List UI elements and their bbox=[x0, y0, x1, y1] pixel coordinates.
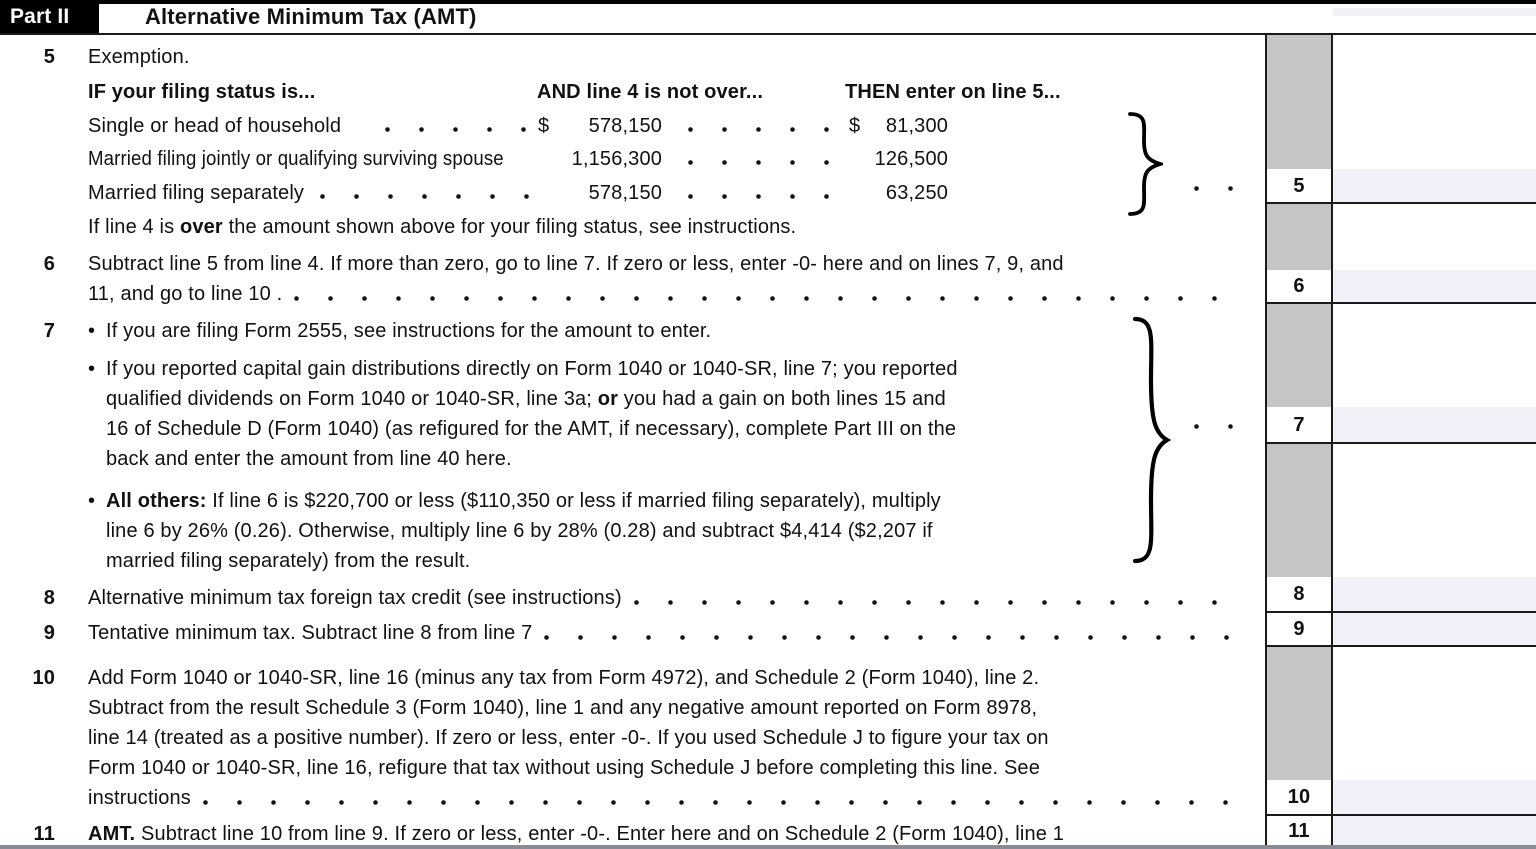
line11-text: AMT. Subtract line 10 from line 9. If zero or less, enter -0-. Enter here and on Schedule 2 (Form 1040), line 1 bbox=[88, 823, 1065, 845]
row9-bottom-line bbox=[1265, 645, 1536, 647]
bullet-icon: • bbox=[88, 358, 96, 380]
line7-bullet1-text: If you are filing Form 2555, see instructions for the amount to enter. bbox=[106, 320, 712, 342]
line11-amount-field[interactable] bbox=[1333, 816, 1536, 845]
line6-text-2: 11, and go to line 10 . bbox=[88, 282, 1243, 306]
table-row-limit: 578,150 bbox=[588, 182, 662, 204]
line7-bullet2-text-4: back and enter the amount from line 40 here. bbox=[106, 448, 512, 470]
line5-box-number: 5 bbox=[1293, 174, 1305, 197]
row7-bottom-line bbox=[1265, 442, 1536, 444]
line10-text-4: Form 1040 or 1040-SR, line 16, refigure that tax without using Schedule J before completing this line. See bbox=[88, 757, 1040, 779]
table-header-col2: AND line 4 is not over... bbox=[537, 81, 764, 103]
line8-box bbox=[1267, 577, 1331, 611]
table-header-col3: THEN enter on line 5... bbox=[845, 81, 1061, 103]
line9-number: 9 bbox=[43, 622, 55, 644]
dot-leader bbox=[688, 194, 838, 199]
line8-box-number: 8 bbox=[1293, 583, 1305, 605]
line9-text: Tentative minimum tax. Subtract line 8 from line 7 bbox=[88, 621, 1243, 645]
line9-amount-field[interactable] bbox=[1333, 613, 1536, 645]
grid-vline-left bbox=[1265, 33, 1267, 845]
dot-leader bbox=[1194, 186, 1248, 191]
table-row-status: Single or head of household bbox=[88, 115, 342, 137]
row10-bottom-line bbox=[1265, 814, 1536, 816]
line10-text-1: Add Form 1040 or 1040-SR, line 16 (minus any tax from Form 4972), and Schedule 2 (Form 1040), line 2. bbox=[88, 667, 1040, 689]
line8-amount-field[interactable] bbox=[1333, 577, 1536, 611]
dot-leader bbox=[544, 635, 1239, 640]
line7-bullet2-text-1: If you reported capital gain distributions directly on Form 1040 or 1040-SR, line 7; you reported bbox=[106, 358, 958, 380]
line9-box-number: 9 bbox=[1293, 618, 1305, 640]
line6-number: 6 bbox=[43, 253, 55, 275]
table-row-limit: 1,156,300 bbox=[571, 148, 662, 170]
row5-bottom-line bbox=[1265, 202, 1536, 204]
line7-bullet3-text-2: line 6 by 26% (0.26). Otherwise, multiply line 6 by 28% (0.28) and subtract $4,414 ($2,207 if bbox=[106, 520, 933, 542]
line7-amount-field[interactable] bbox=[1333, 407, 1536, 442]
dot-leader bbox=[203, 800, 1239, 805]
line10-text-2: Subtract from the result Schedule 3 (Form 1040), line 1 and any negative amount reported on Form 8978, bbox=[88, 697, 1038, 719]
line5-note: If line 4 is over the amount shown above for your filing status, see instructions. bbox=[88, 216, 797, 238]
line4-field-remnant bbox=[1333, 8, 1536, 16]
line11-number: 11 bbox=[33, 823, 55, 845]
line10-number: 10 bbox=[32, 667, 55, 689]
line6-box-number: 6 bbox=[1293, 275, 1305, 297]
table-row-amount: 81,300 bbox=[885, 115, 948, 137]
line5-label: Exemption. bbox=[88, 46, 190, 68]
line11-box bbox=[1267, 816, 1331, 845]
dot-leader bbox=[294, 296, 1239, 301]
line5-number: 5 bbox=[43, 46, 55, 68]
dot-leader bbox=[385, 127, 530, 132]
row8-bottom-line bbox=[1265, 611, 1536, 613]
dot-leader bbox=[634, 600, 1239, 605]
line7-bullet2-text-2: qualified dividends on Form 1040 or 1040-SR, line 3a; or you had a gain on both lines 15 and bbox=[106, 388, 946, 410]
table-header-col1: IF your filing status is... bbox=[88, 81, 316, 103]
dot-leader bbox=[1194, 424, 1248, 429]
line7-box bbox=[1267, 407, 1331, 442]
line11-box-number: 11 bbox=[1288, 819, 1310, 842]
line10-box-number: 10 bbox=[1287, 786, 1311, 808]
line6-text-1: Subtract line 5 from line 4. If more than zero, go to line 7. If zero or less, enter -0- here and on lines 7, 9, and bbox=[88, 253, 1064, 275]
table-row-limit: 578,150 bbox=[588, 115, 662, 137]
line7-box-number: 7 bbox=[1293, 413, 1305, 436]
line10-text-5: instructions bbox=[88, 786, 1243, 810]
line6-box bbox=[1267, 270, 1331, 302]
line7-bullet2-text-3: 16 of Schedule D (Form 1040) (as refigured for the AMT, if necessary), complete Part III on the bbox=[106, 418, 957, 440]
row6-bottom-line bbox=[1265, 302, 1536, 304]
line8-number: 8 bbox=[43, 587, 55, 609]
line8-text: Alternative minimum tax foreign tax credit (see instructions) bbox=[88, 586, 1243, 610]
bullet-icon: • bbox=[88, 320, 96, 342]
line10-amount-field[interactable] bbox=[1333, 780, 1536, 814]
section-title: Alternative Minimum Tax (AMT) bbox=[145, 4, 477, 29]
table-row-amount: 126,500 bbox=[874, 148, 948, 170]
dollar-sign: $ bbox=[538, 115, 550, 137]
table-row-status: Married filing jointly or qualifying surviving spouse bbox=[88, 148, 504, 170]
brace-line5 bbox=[1127, 111, 1163, 217]
dot-leader bbox=[688, 127, 838, 132]
line10-box bbox=[1267, 780, 1331, 814]
bottom-border bbox=[0, 845, 1536, 849]
part-ii-label-box bbox=[0, 0, 99, 33]
line6-amount-field[interactable] bbox=[1333, 270, 1536, 302]
line7-bullet3-text-1: All others: If line 6 is $220,700 or less ($110,350 or less if married filing separately), multiply bbox=[106, 490, 941, 512]
line10-text-3: line 14 (treated as a positive number). If zero or less, enter -0-. If you used Schedule J to figure your tax on bbox=[88, 727, 1049, 749]
bullet-icon: • bbox=[88, 490, 96, 512]
table-row-status: Married filing separately bbox=[88, 182, 305, 204]
grid-vline-right bbox=[1331, 33, 1333, 845]
dot-leader bbox=[320, 194, 530, 199]
line5-amount-field[interactable] bbox=[1333, 169, 1536, 202]
part-label: Part II bbox=[10, 4, 70, 28]
dot-leader bbox=[688, 160, 838, 165]
line7-bullet3-text-3: married filing separately) from the result. bbox=[106, 550, 471, 572]
line9-box bbox=[1267, 613, 1331, 645]
line5-box bbox=[1267, 169, 1331, 202]
dollar-sign: $ bbox=[849, 115, 861, 137]
brace-line7 bbox=[1131, 315, 1171, 565]
table-row-amount: 63,250 bbox=[885, 182, 948, 204]
line7-number: 7 bbox=[43, 320, 55, 342]
